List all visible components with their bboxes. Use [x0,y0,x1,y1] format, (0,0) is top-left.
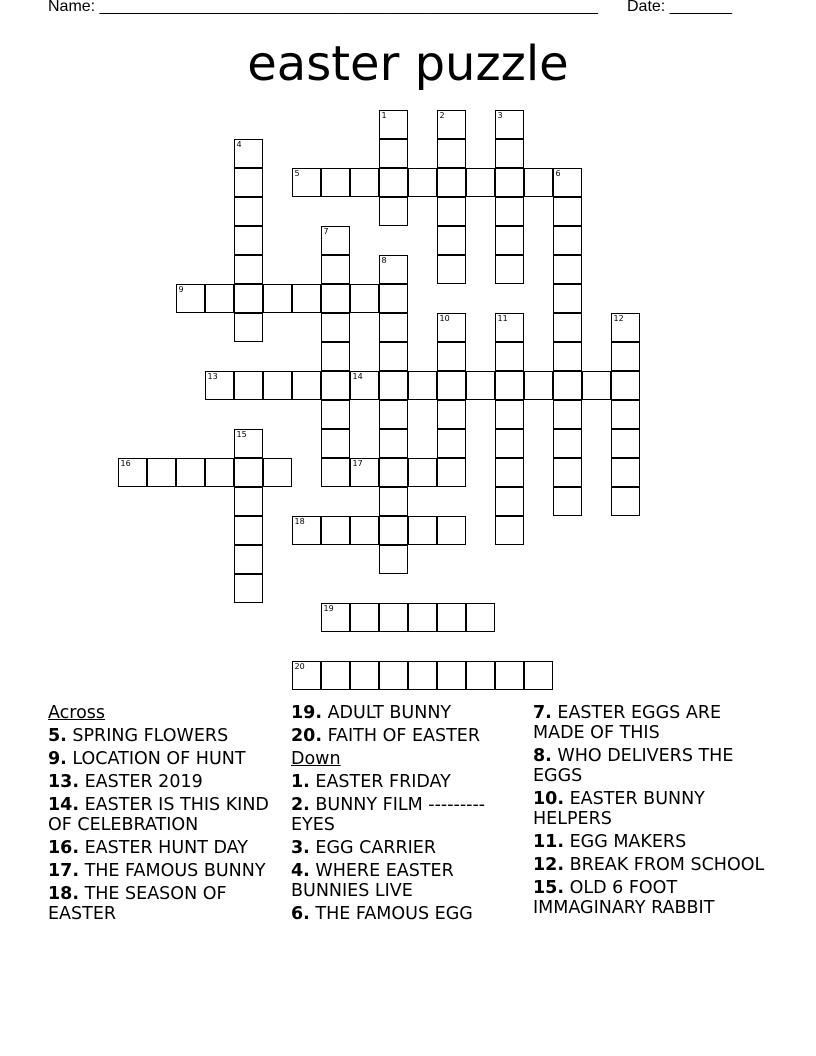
grid-cell[interactable] [437,255,466,284]
clue-number: 4 [236,140,242,149]
grid-cell[interactable] [408,458,437,487]
grid-cell[interactable] [379,371,408,400]
grid-cell[interactable] [437,458,466,487]
clue-num: 20. [291,726,323,746]
grid-cell[interactable] [495,255,524,284]
grid-cell[interactable] [495,313,524,342]
grid-cell[interactable] [553,458,582,487]
grid-cell[interactable] [495,168,524,197]
grid-cell[interactable] [205,458,234,487]
clue-number: 13 [207,372,218,381]
grid-cell[interactable] [321,342,350,371]
grid-cell[interactable] [611,400,640,429]
grid-cell[interactable] [611,342,640,371]
clues-column-2 [291,703,523,927]
clue-text: EASTER BUNNY HELPERS [533,789,705,829]
grid-cell[interactable] [553,284,582,313]
grid-cell[interactable] [321,400,350,429]
grid-cell[interactable] [118,458,147,487]
grid-cell[interactable] [379,313,408,342]
clue-num: 14. [48,795,80,815]
grid-cell[interactable] [234,458,263,487]
clue-num: 19. [291,703,323,723]
clue-text: EGG MAKERS [564,832,687,852]
grid-cell[interactable] [437,110,466,139]
name-field-label: Name: ________________________________________________________ [48,0,598,15]
grid-cell[interactable] [437,313,466,342]
clue-text: BREAK FROM SCHOOL [564,855,765,875]
grid-cell[interactable] [176,458,205,487]
grid-cell[interactable] [379,139,408,168]
grid-cell[interactable] [321,255,350,284]
across-clue [48,726,276,746]
grid-cell[interactable] [466,168,495,197]
grid-cell[interactable] [437,400,466,429]
clue-num: 7. [533,703,552,723]
date-field-label: Date: _______ [627,0,732,15]
across-clue [48,861,276,881]
grid-cell[interactable] [321,168,350,197]
grid-cell[interactable] [234,574,263,603]
clue-number: 19 [323,604,334,613]
grid-cell[interactable] [292,371,321,400]
across-clue [48,838,276,858]
grid-cell[interactable] [408,603,437,632]
grid-cell[interactable] [379,255,408,284]
clue-text: EGG CARRIER [309,838,437,858]
grid-cell[interactable] [379,342,408,371]
grid-cell[interactable] [321,313,350,342]
grid-cell[interactable] [437,197,466,226]
clue-text: EASTER IS THIS KIND OF CELEBRATION [48,795,269,835]
clue-number: 18 [294,517,305,526]
clue-text: SPRING FLOWERS [66,726,229,746]
clue-text: EASTER HUNT DAY [79,838,248,858]
clue-number: 17 [352,459,363,468]
clues-column-3 [533,703,773,921]
down-clue [291,795,523,835]
grid-cell[interactable] [437,342,466,371]
clue-text: BUNNY FILM --------- EYES [291,795,486,835]
grid-cell[interactable] [321,429,350,458]
grid-cell[interactable] [321,371,350,400]
grid-cell[interactable] [350,284,379,313]
clue-num: 17. [48,861,80,881]
grid-cell[interactable] [611,429,640,458]
grid-cell[interactable] [263,371,292,400]
grid-cell[interactable] [379,545,408,574]
down-clue [533,746,773,786]
clue-text: OLD 6 FOOT IMMAGINARY RABBIT [533,878,715,918]
grid-cell[interactable] [234,545,263,574]
grid-cell[interactable] [205,371,234,400]
clue-num: 15. [533,878,565,898]
clue-number: 9 [178,285,184,294]
down-clue [291,904,523,924]
grid-cell[interactable] [379,429,408,458]
grid-cell[interactable] [234,197,263,226]
down-clue [291,772,523,792]
grid-cell[interactable] [234,226,263,255]
grid-cell[interactable] [292,516,321,545]
clue-num: 5. [48,726,67,746]
grid-cell[interactable] [379,487,408,516]
grid-cell[interactable] [437,603,466,632]
clue-number: 7 [323,227,329,236]
clue-number: 1 [381,111,387,120]
clue-num: 2. [291,795,310,815]
grid-cell[interactable] [350,661,379,690]
grid-cell[interactable] [553,313,582,342]
down-clue [533,855,773,875]
grid-cell[interactable] [553,487,582,516]
grid-cell[interactable] [292,168,321,197]
grid-cell[interactable] [234,371,263,400]
grid-cell[interactable] [147,458,176,487]
grid-cell[interactable] [379,661,408,690]
clue-number: 3 [497,111,503,120]
clue-text: ADULT BUNNY [322,703,452,723]
clue-number: 10 [439,314,450,323]
grid-cell[interactable] [495,139,524,168]
grid-cell[interactable] [263,458,292,487]
grid-cell[interactable] [437,516,466,545]
grid-cell[interactable] [321,284,350,313]
clue-text: WHO DELIVERS THE EGGS [533,746,734,786]
grid-cell[interactable] [553,197,582,226]
grid-cell[interactable] [553,371,582,400]
down-clue [291,861,523,901]
grid-cell[interactable] [524,661,553,690]
grid-cell[interactable] [234,516,263,545]
grid-cell[interactable] [495,226,524,255]
across-clue [48,772,276,792]
grid-cell[interactable] [611,487,640,516]
clue-num: 6. [291,904,310,924]
grid-cell[interactable] [321,226,350,255]
grid-cell[interactable] [379,603,408,632]
grid-cell[interactable] [437,226,466,255]
clue-num: 1. [291,772,310,792]
grid-cell[interactable] [234,313,263,342]
grid-cell[interactable] [495,487,524,516]
grid-cell[interactable] [466,371,495,400]
clue-text: EASTER 2019 [79,772,203,792]
clue-number: 2 [439,111,445,120]
clue-num: 8. [533,746,552,766]
grid-cell[interactable] [379,168,408,197]
clue-num: 18. [48,884,80,904]
clue-num: 16. [48,838,80,858]
grid-cell[interactable] [379,400,408,429]
grid-cell[interactable] [524,168,553,197]
clue-num: 10. [533,789,565,809]
grid-cell[interactable] [379,197,408,226]
grid-cell[interactable] [495,342,524,371]
grid-cell[interactable] [466,603,495,632]
clue-number: 5 [294,169,300,178]
across-clue [48,884,276,924]
grid-cell[interactable] [292,661,321,690]
clue-number: 8 [381,256,387,265]
grid-cell[interactable] [321,603,350,632]
clue-text: THE FAMOUS EGG [309,904,473,924]
clue-num: 13. [48,772,80,792]
clue-num: 11. [533,832,565,852]
clue-text: THE FAMOUS BUNNY [79,861,266,881]
grid-cell[interactable] [408,661,437,690]
grid-cell[interactable] [495,661,524,690]
clue-number: 11 [497,314,508,323]
clue-num: 4. [291,861,310,881]
clue-num: 9. [48,749,67,769]
clue-number: 14 [352,372,363,381]
grid-cell[interactable] [437,429,466,458]
clue-number: 15 [236,430,247,439]
grid-cell[interactable] [611,313,640,342]
grid-cell[interactable] [350,371,379,400]
grid-cell[interactable] [553,429,582,458]
grid-cell[interactable] [582,371,611,400]
grid-cell[interactable] [350,603,379,632]
grid-cell[interactable] [205,284,234,313]
across-heading: Across [48,703,106,723]
grid-cell[interactable] [553,168,582,197]
grid-cell[interactable] [611,371,640,400]
across-clue [291,703,523,723]
grid-cell[interactable] [379,110,408,139]
grid-cell[interactable] [553,400,582,429]
across-clue [48,749,276,769]
down-clue [291,838,523,858]
down-clue [533,789,773,829]
grid-cell[interactable] [553,342,582,371]
grid-cell[interactable] [234,168,263,197]
grid-cell[interactable] [495,371,524,400]
clues-column-1 [48,703,276,927]
clue-text: FAITH OF EASTER [322,726,481,746]
grid-cell[interactable] [234,487,263,516]
page-title: easter puzzle [247,36,569,92]
clue-num: 12. [533,855,565,875]
grid-cell[interactable] [553,226,582,255]
clue-num: 3. [291,838,310,858]
grid-cell[interactable] [437,371,466,400]
grid-cell[interactable] [379,516,408,545]
down-clue [533,878,773,918]
grid-cell[interactable] [495,110,524,139]
clue-text: EASTER FRIDAY [309,772,451,792]
grid-cell[interactable] [234,284,263,313]
grid-cell[interactable] [350,458,379,487]
grid-cell[interactable] [437,661,466,690]
grid-cell[interactable] [292,284,321,313]
grid-cell[interactable] [350,516,379,545]
grid-cell[interactable] [379,284,408,313]
clue-text: EASTER EGGS ARE MADE OF THIS [533,703,722,743]
clue-number: 12 [613,314,624,323]
grid-cell[interactable] [553,255,582,284]
grid-cell[interactable] [321,516,350,545]
clue-number: 20 [294,662,305,671]
grid-cell[interactable] [495,458,524,487]
down-clue [533,703,773,743]
grid-cell[interactable] [263,284,292,313]
clue-text: LOCATION OF HUNT [66,749,246,769]
grid-cell[interactable] [350,168,379,197]
grid-cell[interactable] [321,458,350,487]
across-clue [48,795,276,835]
grid-cell[interactable] [495,516,524,545]
grid-cell[interactable] [495,400,524,429]
grid-cell[interactable] [234,139,263,168]
clue-text: WHERE EASTER BUNNIES LIVE [291,861,454,901]
grid-cell[interactable] [234,255,263,284]
grid-cell[interactable] [321,661,350,690]
clue-number: 16 [120,459,131,468]
clue-text: THE SEASON OF EASTER [48,884,227,924]
down-clue [533,832,773,852]
grid-cell[interactable] [408,516,437,545]
across-clue [291,726,523,746]
grid-cell[interactable] [495,429,524,458]
grid-cell[interactable] [176,284,205,313]
grid-cell[interactable] [495,197,524,226]
clue-number: 6 [555,169,561,178]
grid-cell[interactable] [379,458,408,487]
grid-cell[interactable] [437,168,466,197]
grid-cell[interactable] [234,429,263,458]
grid-cell[interactable] [524,371,553,400]
down-heading: Down [291,749,341,769]
grid-cell[interactable] [611,458,640,487]
grid-cell[interactable] [437,139,466,168]
grid-cell[interactable] [408,168,437,197]
grid-cell[interactable] [408,371,437,400]
grid-cell[interactable] [466,661,495,690]
